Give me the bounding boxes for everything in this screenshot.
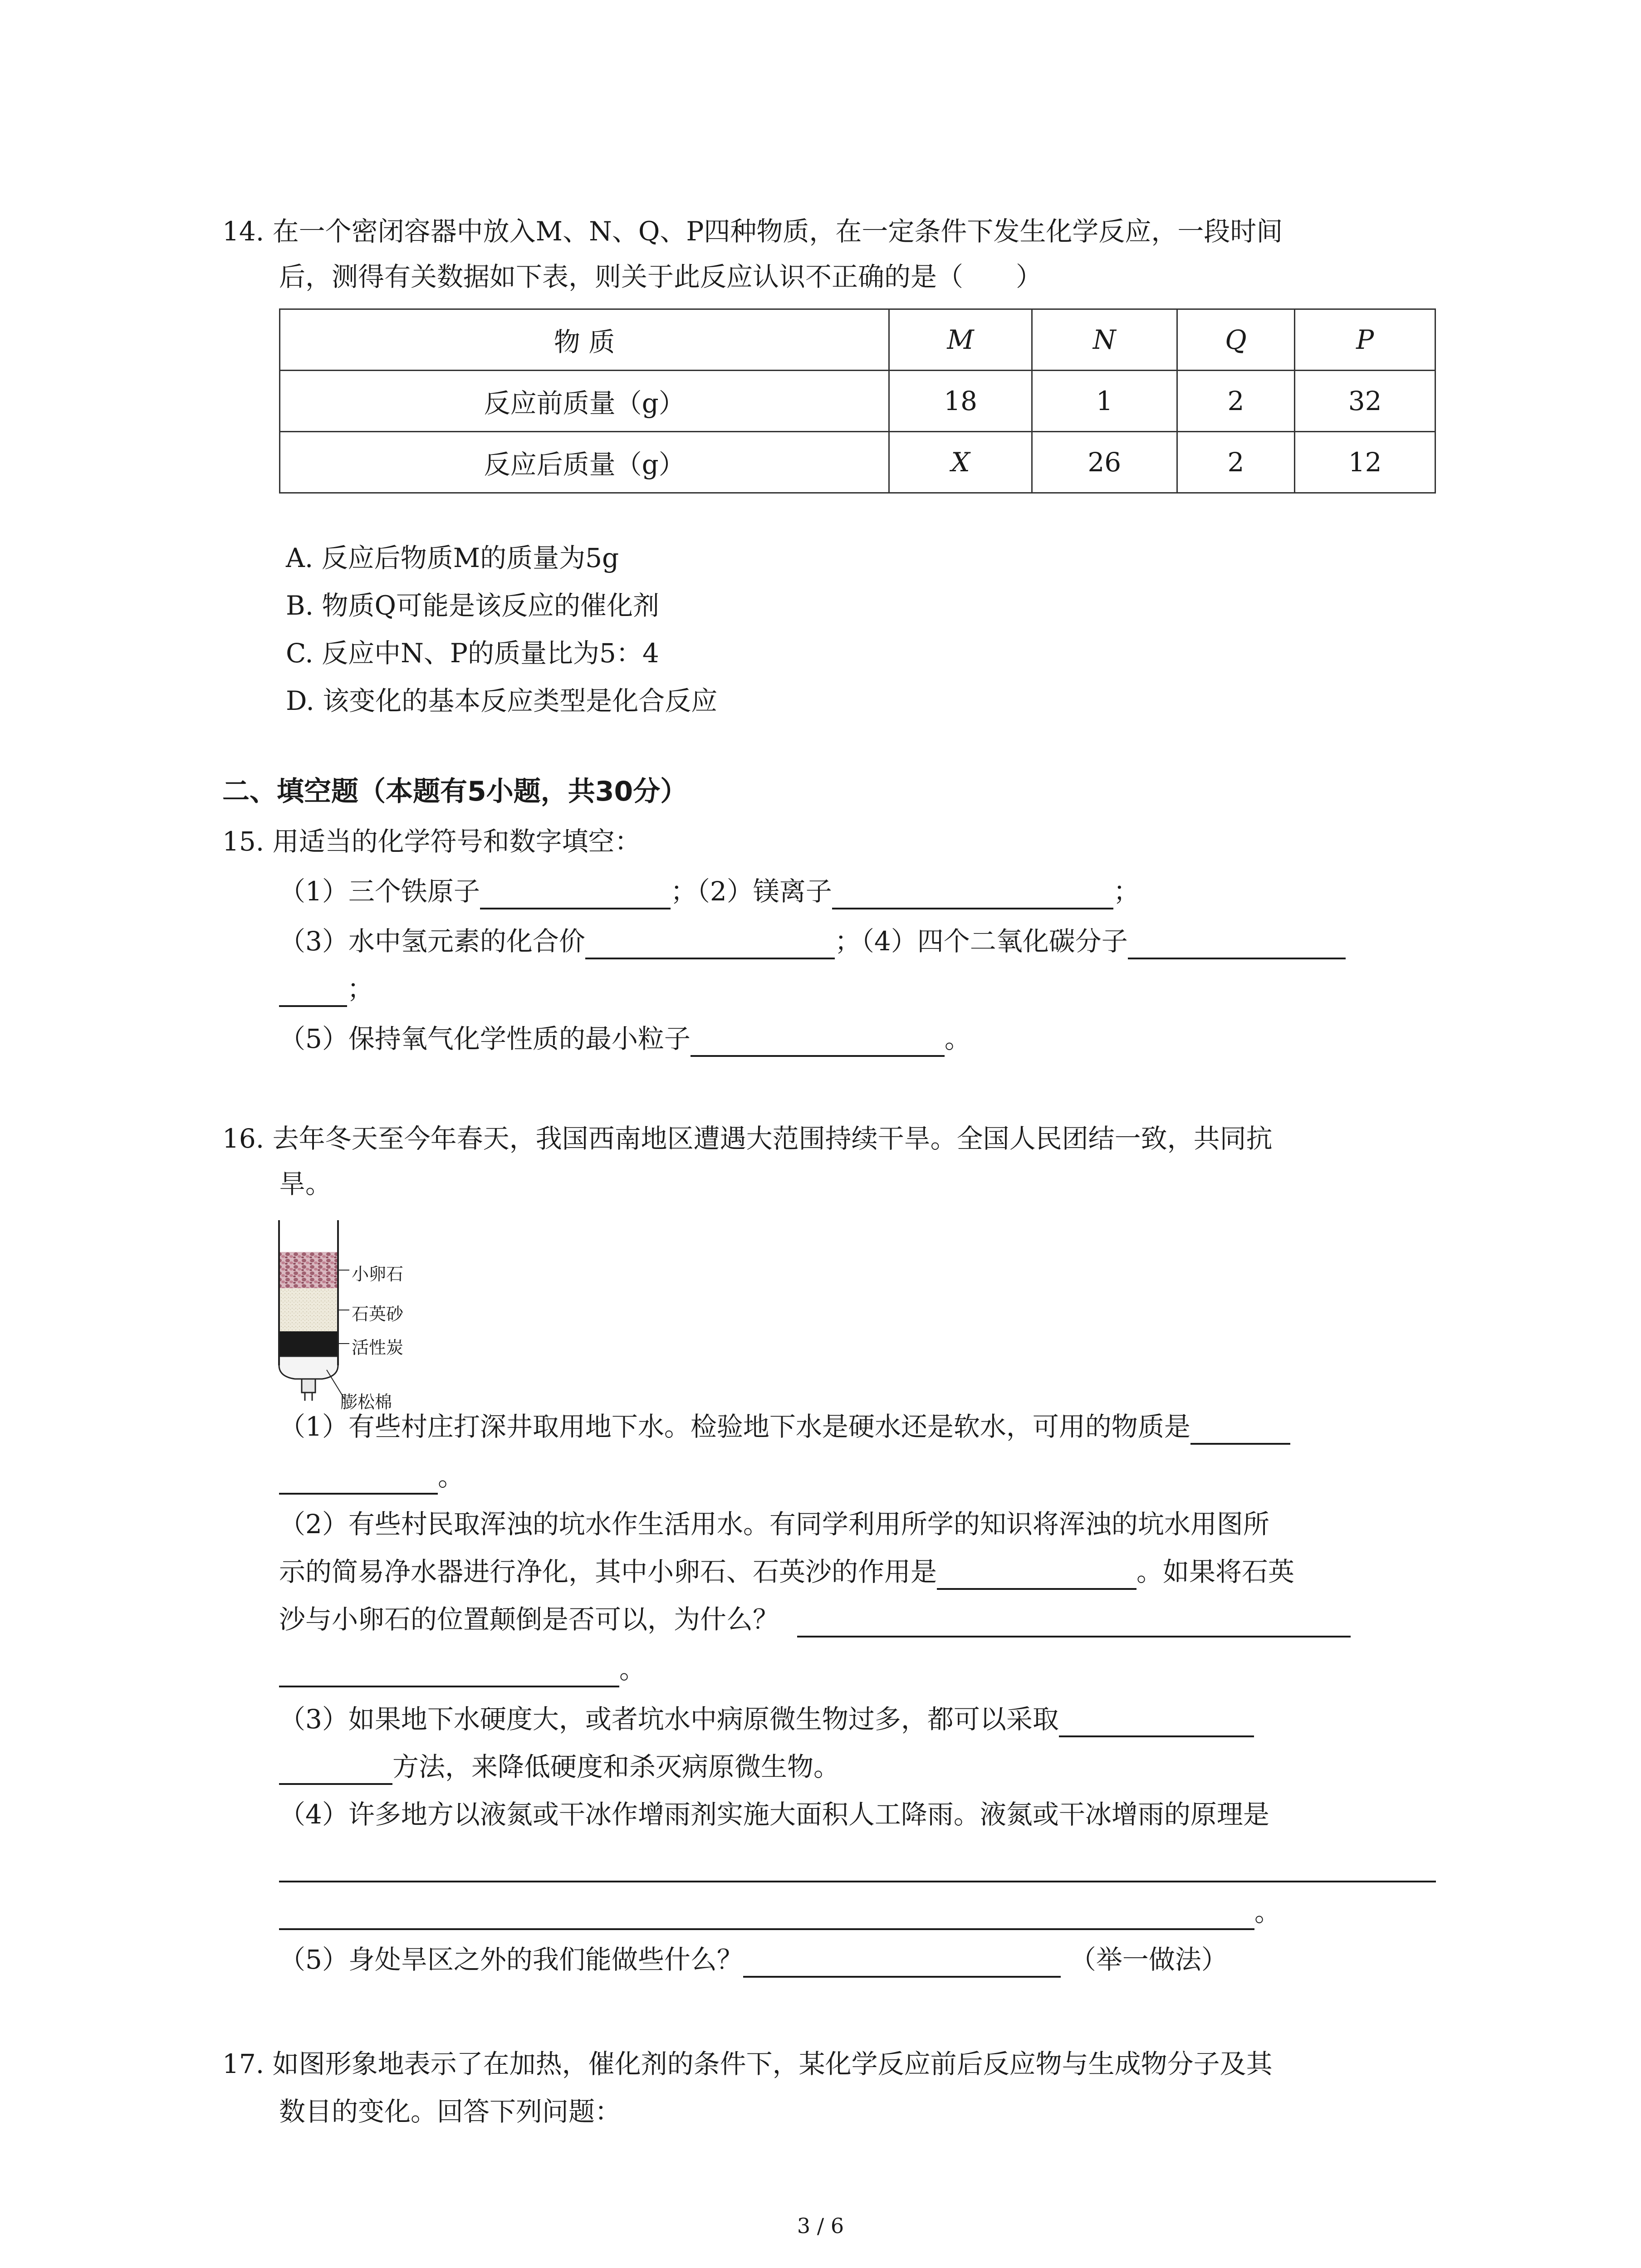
table-row bbox=[280, 432, 1435, 493]
table-cell: 12 bbox=[1295, 432, 1435, 493]
q16-part4-blank1 bbox=[279, 1846, 1436, 1882]
answer-blank[interactable] bbox=[797, 1608, 1351, 1637]
q17-line1: 17. 如图形象地表示了在加热，催化剂的条件下，某化学反应前后反应物与生成物分子及其 bbox=[222, 2048, 1273, 2079]
q16-part2-line4: 。 bbox=[279, 1651, 646, 1687]
table-cell: 2 bbox=[1177, 432, 1295, 493]
answer-blank[interactable] bbox=[1190, 1416, 1290, 1445]
answer-blank[interactable] bbox=[1128, 930, 1346, 959]
answer-blank[interactable] bbox=[279, 1901, 1254, 1930]
q14-option-c: C. 反应中N、P的质量比为5：4 bbox=[286, 638, 659, 669]
activated-carbon-label: 活性炭 bbox=[352, 1338, 404, 1358]
section-heading: 二、填空题（本题有5小题，共30分） bbox=[222, 776, 688, 807]
pebbles-label: 小卵石 bbox=[352, 1264, 404, 1284]
q15-part1: （1）三个铁原子 ；（2）镁离子 ； bbox=[279, 873, 1140, 909]
answer-blank[interactable] bbox=[937, 1561, 1136, 1590]
q16-part2-line2: 示的简易净水器进行净化，其中小卵石、石英沙的作用是 。如果将石英 bbox=[279, 1554, 1294, 1590]
table-cell: 物 质 bbox=[280, 309, 889, 371]
q16-part2-line1: （2）有些村民取浑浊的坑水作生活用水。有同学利用所学的知识将浑浊的坑水用图所 bbox=[279, 1509, 1269, 1540]
answer-blank[interactable] bbox=[279, 1658, 619, 1687]
answer-blank[interactable] bbox=[743, 1949, 1061, 1978]
q16-part1: （1）有些村庄打深井取用地下水。检验地下水是硬水还是软水，可用的物质是 bbox=[279, 1408, 1290, 1445]
q16-part4-blank2: 。 bbox=[279, 1894, 1281, 1930]
answer-blank[interactable] bbox=[279, 1853, 1436, 1882]
table-cell: 反应后质量（g） bbox=[280, 432, 889, 493]
cotton-label: 膨松棉 bbox=[340, 1392, 392, 1412]
q17-line2: 数目的变化。回答下列问题： bbox=[279, 2096, 622, 2127]
q16-line1: 16. 去年冬天至今年春天，我国西南地区遭遇大范围持续干旱。全国人民团结一致，共同抗 bbox=[222, 1123, 1273, 1154]
q15-intro: 15. 用适当的化学符号和数字填空： bbox=[222, 826, 641, 857]
table-cell: X bbox=[889, 432, 1032, 493]
table-cell: M bbox=[889, 309, 1032, 371]
q15-part3: （3）水中氢元素的化合价 ；（4）四个二氧化碳分子 bbox=[279, 923, 1346, 959]
q14-option-a: A. 反应后物质M的质量为5g bbox=[286, 543, 619, 573]
q14-line1: 14. 在一个密闭容器中放入M、N、Q、P四种物质，在一定条件下发生化学反应，一段时间 bbox=[222, 216, 1283, 247]
table-cell: 反应前质量（g） bbox=[280, 371, 889, 432]
q16-part2-line3: 沙与小卵石的位置颠倒是否可以，为什么？ bbox=[279, 1601, 1351, 1637]
table-cell: 18 bbox=[889, 371, 1032, 432]
table-cell: Q bbox=[1177, 309, 1295, 371]
q14-line2: 后，测得有关数据如下表，则关于此反应认识不正确的是（ ） bbox=[279, 261, 1043, 292]
table-cell: 2 bbox=[1177, 371, 1295, 432]
table-cell: 26 bbox=[1032, 432, 1177, 493]
answer-blank[interactable] bbox=[279, 1756, 392, 1785]
q16-part4: （4）许多地方以液氮或干冰作增雨剂实施大面积人工降雨。液氮或干冰增雨的原理是 bbox=[279, 1799, 1269, 1830]
q16-line2: 旱。 bbox=[279, 1168, 332, 1199]
q14-option-b: B. 物质Q可能是该反应的催化剂 bbox=[286, 590, 660, 621]
answer-blank[interactable] bbox=[691, 1028, 945, 1057]
water-filter-diagram bbox=[277, 1220, 467, 1412]
q16-part5: （5）身处旱区之外的我们能做些什么？ （举一做法） bbox=[279, 1941, 1228, 1978]
q16-part3-cont: 方法，来降低硬度和杀灭病原微生物。 bbox=[279, 1749, 840, 1785]
answer-blank[interactable] bbox=[279, 978, 347, 1007]
reaction-data-table bbox=[279, 308, 1436, 494]
table-row bbox=[280, 371, 1435, 432]
table-cell: 1 bbox=[1032, 371, 1177, 432]
q14-option-d: D. 该变化的基本反应类型是化合反应 bbox=[286, 685, 718, 716]
q15-part5: （5）保持氧气化学性质的最小粒子 。 bbox=[279, 1021, 971, 1057]
answer-blank[interactable] bbox=[1059, 1708, 1254, 1737]
table-cell: 32 bbox=[1295, 371, 1435, 432]
quartz-sand-label: 石英砂 bbox=[352, 1304, 404, 1324]
table-header-row bbox=[280, 309, 1435, 371]
page-number: 3 / 6 bbox=[797, 2214, 844, 2238]
answer-blank[interactable] bbox=[832, 880, 1113, 909]
table-cell: P bbox=[1295, 309, 1435, 371]
q16-part1-cont: 。 bbox=[279, 1458, 464, 1495]
answer-blank[interactable] bbox=[585, 930, 835, 959]
q16-part3: （3）如果地下水硬度大，或者坑水中病原微生物过多，都可以采取 bbox=[279, 1701, 1254, 1737]
q15-part4-cont: ； bbox=[279, 971, 373, 1007]
table-cell: N bbox=[1032, 309, 1177, 371]
answer-blank[interactable] bbox=[480, 880, 671, 909]
answer-blank[interactable] bbox=[279, 1466, 438, 1495]
